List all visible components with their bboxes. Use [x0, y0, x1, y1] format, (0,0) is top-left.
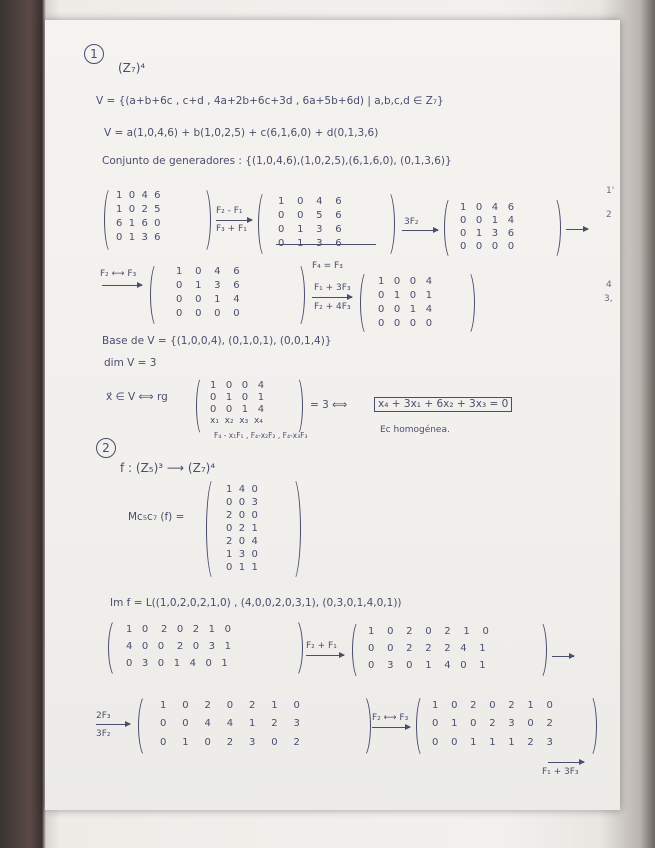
- rank-lhs: x⃗ ∈ V ⟺ rg: [106, 391, 168, 403]
- matrix-1-right-paren: [196, 186, 211, 254]
- op-label: F₃ + F₁: [216, 224, 247, 234]
- strikethrough-line: [276, 244, 376, 245]
- matrix-8-row: 1 0 2 0 2 1 0: [126, 624, 231, 635]
- op-label: F₂ + F₁: [306, 641, 337, 651]
- matrix-3-left-paren: [444, 196, 459, 260]
- matrix-5-row: 0 0 1 4: [378, 304, 433, 315]
- matrix-label: Mᴄ₅ᴄ₇ (f) =: [128, 511, 185, 523]
- matrix-1-row: 1 0 2 5: [116, 204, 161, 215]
- matrix-7-row: 1 3 0: [226, 549, 258, 560]
- matrix-4-right-paren: [290, 262, 305, 328]
- matrix-5-right-paren: [460, 270, 475, 336]
- matrix-7-row: 0 1 1: [226, 562, 258, 573]
- matrix-9-row: 0 0 2 2 2 4 1: [368, 643, 486, 654]
- arrow-icon: [312, 297, 352, 298]
- matrix-2-left-paren: [258, 190, 273, 258]
- matrix-9-right-paren: [532, 620, 547, 680]
- arrow-icon: [552, 656, 574, 657]
- matrix-10-right-paren: [354, 694, 371, 758]
- matrix-8-right-paren: [286, 618, 303, 678]
- matrix-7-row: 1 4 0: [226, 484, 258, 495]
- matrix-8-left-paren: [108, 618, 125, 678]
- matrix-11-row: 0 1 0 2 3 0 2: [432, 718, 553, 729]
- op-label: F₂ ⟷ F₃: [100, 269, 137, 279]
- matrix-6-row: 0 0 1 4: [210, 404, 265, 415]
- matrix-3-row: 0 0 0 0: [460, 241, 515, 252]
- matrix-2-row: 0 0 5 6: [278, 210, 342, 221]
- matrix-3-row: 0 1 3 6: [460, 228, 515, 239]
- matrix-10-row: 0 1 0 2 3 0 2: [160, 737, 300, 748]
- edge-mark: 4: [606, 280, 612, 290]
- op-label: F₄ - x₁F₁ , F₄-x₂F₂ , F₄-x₃F₃: [214, 431, 308, 440]
- section-number-2: 2: [96, 438, 116, 458]
- generators-line: Conjunto de generadores : {(1,0,4,6),(1,0,2,5),(6,1,6,0), (0,1,3,6)}: [102, 155, 452, 167]
- matrix-6-row: x₁ x₂ x₃ x₄: [210, 416, 263, 426]
- matrix-8-row: 4 0 0 2 0 3 1: [126, 641, 231, 652]
- matrix-5-row: 1 0 0 4: [378, 276, 433, 287]
- image-span: Im f = L((1,0,2,0,2,1,0) , (4,0,0,2,0,3,1), (0,3,0,1,4,0,1)): [110, 597, 402, 609]
- homogeneous-equation: x₄ + 3x₁ + 6x₂ + 3x₃ = 0: [374, 397, 512, 412]
- matrix-6-row: 0 1 0 1: [210, 392, 265, 403]
- op-label: F₂ ⟷ F₃: [372, 713, 409, 723]
- matrix-4-row: 0 0 1 4: [176, 294, 240, 305]
- matrix-6-right-paren: [290, 376, 303, 436]
- matrix-3-row: 1 0 4 6: [460, 202, 515, 213]
- base-line: Base de V = {(1,0,0,4), (0,1,0,1), (0,0,1,4)}: [102, 335, 332, 347]
- op-label: 3F₂: [96, 729, 111, 739]
- dimension-line: dim V = 3: [104, 357, 157, 369]
- arrow-icon: [216, 220, 252, 221]
- op-label: 3F₂: [404, 217, 419, 227]
- arrow-icon: [566, 229, 588, 230]
- arrow-icon: [306, 655, 344, 656]
- matrix-7-row: 0 2 1: [226, 523, 258, 534]
- matrix-4-row: 0 1 3 6: [176, 280, 240, 291]
- arrow-icon: [96, 724, 130, 725]
- arrow-icon: [372, 727, 410, 728]
- matrix-4-row: 0 0 0 0: [176, 308, 240, 319]
- v-combination: V = a(1,0,4,6) + b(1,0,2,5) + c(6,1,6,0) + d(0,1,3,6): [104, 127, 379, 139]
- arrow-icon: [402, 230, 438, 231]
- matrix-11-right-paren: [582, 694, 597, 758]
- matrix-11-row: 0 0 1 1 1 2 3: [432, 737, 553, 748]
- matrix-4-row: 1 0 4 6: [176, 266, 240, 277]
- op-label: F₄ = F₃: [312, 261, 343, 271]
- matrix-5-left-paren: [360, 270, 375, 336]
- set-title: (Z₇)⁴: [118, 61, 146, 75]
- arrow-icon: [102, 285, 142, 286]
- matrix-5-row: 0 1 0 1: [378, 290, 433, 301]
- matrix-7-left-paren: [206, 476, 223, 582]
- matrix-2-right-paren: [380, 190, 395, 258]
- matrix-9-row: 0 3 0 1 4 0 1: [368, 660, 486, 671]
- matrix-11-left-paren: [416, 694, 431, 758]
- rank-rhs: = 3 ⟺: [310, 399, 348, 411]
- matrix-2-row: 0 1 3 6: [278, 238, 342, 249]
- arrow-icon: [548, 762, 584, 763]
- matrix-1-row: 1 0 4 6: [116, 190, 161, 201]
- homogeneous-note: Ec homogénea.: [380, 425, 450, 435]
- matrix-10-left-paren: [138, 694, 155, 758]
- matrix-9-row: 1 0 2 0 2 1 0: [368, 626, 489, 637]
- op-label: 2F₃: [96, 711, 111, 721]
- matrix-2-row: 1 0 4 6: [278, 196, 342, 207]
- matrix-11-row: 1 0 2 0 2 1 0: [432, 700, 553, 711]
- matrix-7-right-paren: [284, 476, 301, 582]
- edge-mark: 2: [606, 210, 612, 220]
- edge-mark: 3,: [604, 294, 613, 304]
- matrix-7-row: 2 0 0: [226, 510, 258, 521]
- matrix-7-row: 0 0 3: [226, 497, 258, 508]
- edge-mark: 1': [606, 186, 615, 196]
- matrix-7-row: 2 0 4: [226, 536, 258, 547]
- matrix-3-row: 0 0 1 4: [460, 215, 515, 226]
- op-label: F₂ - F₁: [216, 206, 243, 216]
- map-definition: f : (Z₅)³ ⟶ (Z₇)⁴: [120, 461, 216, 475]
- matrix-6-row: 1 0 0 4: [210, 380, 265, 391]
- matrix-8-row: 0 3 0 1 4 0 1: [126, 658, 228, 669]
- matrix-5-row: 0 0 0 0: [378, 318, 433, 329]
- matrix-3-right-paren: [546, 196, 561, 260]
- v-definition: V = {(a+b+6c , c+d , 4a+2b+6c+3d , 6a+5b+6d) | a,b,c,d ∈ Z₇}: [96, 95, 444, 107]
- matrix-1-row: 6 1 6 0: [116, 218, 161, 229]
- matrix-4-left-paren: [150, 262, 165, 328]
- matrix-6-left-paren: [196, 376, 209, 436]
- op-label: F₁ + 3F₃: [542, 767, 579, 777]
- matrix-10-row: 1 0 2 0 2 1 0: [160, 700, 300, 711]
- matrix-10-row: 0 0 4 4 1 2 3: [160, 718, 300, 729]
- op-label: F₁ + 3F₃: [314, 283, 351, 293]
- matrix-9-left-paren: [352, 620, 367, 680]
- matrix-1-row: 0 1 3 6: [116, 232, 161, 243]
- section-number-1: 1: [84, 44, 104, 64]
- matrix-2-row: 0 1 3 6: [278, 224, 342, 235]
- op-label: F₂ + 4F₃: [314, 302, 351, 312]
